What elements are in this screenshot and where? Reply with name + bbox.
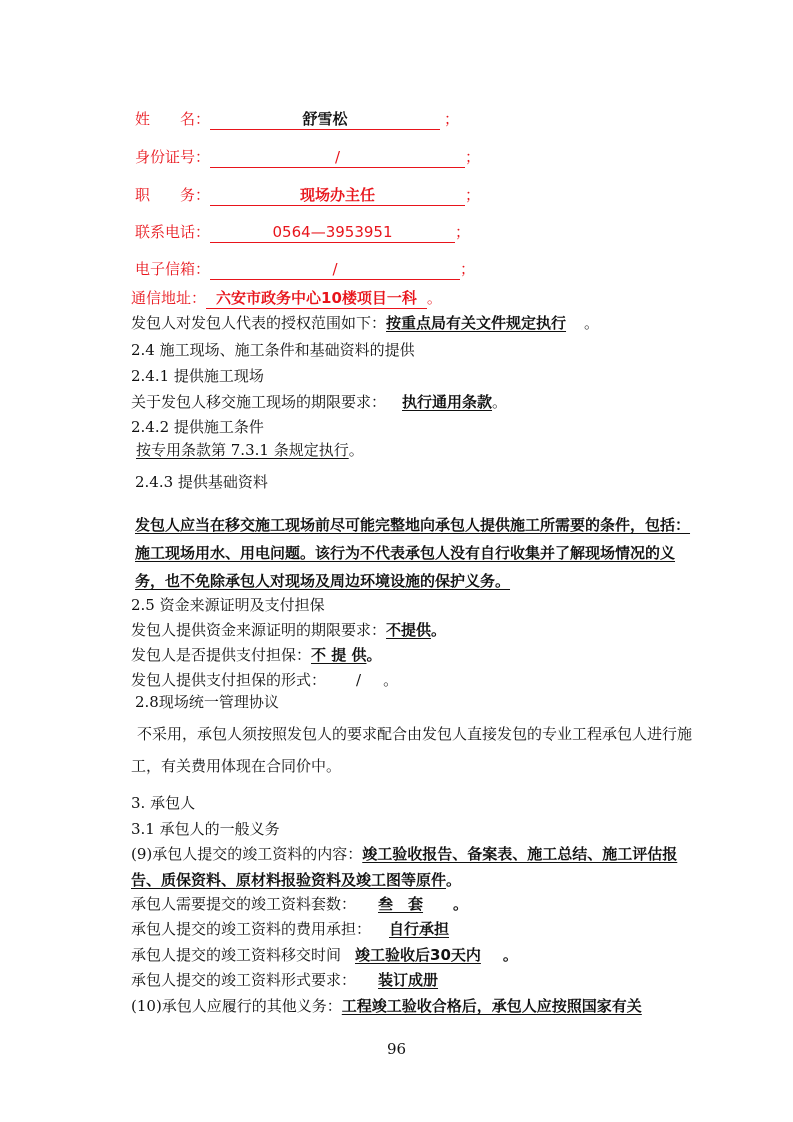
doc-form-label: 承包人提交的竣工资料形式要求： (131, 971, 357, 989)
contact-name-value: 舒雪松 (210, 109, 440, 130)
authority-line (131, 313, 599, 333)
contact-position-semicolon: ； (465, 186, 481, 204)
section-3-1-heading: 3.1 承包人的一般义务 (131, 820, 280, 838)
item-9-label: (9)承包人提交的竣工资料的内容： (131, 845, 363, 863)
site-deadline-end: 。 (492, 393, 508, 411)
contact-id-value: / (210, 147, 465, 168)
item-10-label: (10)承包人应履行的其他义务： (131, 997, 342, 1015)
section-2-5-heading: 2.5 资金来源证明及支付担保 (131, 596, 325, 614)
guarantee-form-value: / (356, 671, 362, 689)
fund-proof-value: 不提供 (386, 621, 432, 639)
contact-email-semicolon: ； (460, 260, 476, 278)
guarantee-form-label: 发包人提供支付担保的形式： (131, 671, 327, 689)
contact-name-semicolon: ； (444, 110, 460, 128)
guarantee-value: 不 提 供 (311, 646, 367, 664)
conditions-end: 。 (348, 441, 364, 459)
contact-address-value: 六安市政务中心10楼项目一科 (206, 288, 427, 309)
basic-data-paragraph: 发包人应当在移交施工现场前尽可能完整地向承包人提供施工所需要的条件，包括：施工现场用水、用电问题。该行为不代表承包人没有自行收集并了解现场情况的义务，也不免除承包人对现场及周边环境设施的保护义务。 (135, 516, 691, 590)
authority-value: 按重点局有关文件规定执行 (386, 314, 567, 332)
authority-label: 发包人对发包人代表的授权范围如下： (131, 314, 387, 332)
contact-email-value: / (210, 259, 460, 280)
site-deadline-line (131, 392, 507, 412)
contact-address-label: 通信地址： (131, 289, 207, 307)
sets-end: 。 (453, 895, 469, 913)
doc-form-line (131, 970, 460, 990)
contact-email-line (135, 259, 475, 280)
section-2-4-heading: 2.4 施工现场、施工条件和基础资料的提供 (131, 341, 415, 359)
contact-id-line (135, 147, 480, 168)
guarantee-end: 。 (366, 646, 382, 664)
contact-name-line (135, 109, 459, 130)
contact-phone-line (135, 222, 470, 243)
site-deadline-value: 执行通用条款 (402, 393, 493, 411)
handover-time-line (131, 945, 518, 965)
section-3-heading: 3. 承包人 (131, 794, 196, 812)
section-2-8-heading: 2.8现场统一管理协议 (135, 693, 279, 711)
cost-label: 承包人提交的竣工资料的费用承担： (131, 920, 372, 938)
section-2-4-3-heading: 2.4.3 提供基础资料 (135, 473, 268, 491)
item-9-paragraph (131, 841, 695, 893)
cost-line (131, 919, 449, 939)
sets-line (131, 894, 468, 914)
guarantee-form-end: 。 (383, 671, 399, 689)
contact-position-value: 现场办主任 (210, 185, 465, 206)
contact-phone-label: 联系电话： (135, 223, 211, 241)
contact-address-period: 。 (426, 289, 442, 307)
fund-proof-end: 。 (431, 621, 447, 639)
fund-proof-line (131, 620, 446, 640)
contact-id-label: 身份证号： (135, 148, 211, 166)
sets-value: 叁 套 (378, 895, 424, 913)
guarantee-form-line (131, 670, 398, 690)
section-2-4-2-heading: 2.4.2 提供施工条件 (131, 418, 264, 436)
page-number: 96 (386, 1040, 407, 1058)
fund-proof-label: 发包人提供资金来源证明的期限要求： (131, 621, 387, 639)
doc-form-value: 装订成册 (378, 971, 439, 989)
item-9-end: 。 (446, 871, 462, 889)
handover-time-label: 承包人提交的竣工资料移交时间 (131, 946, 342, 964)
contact-position-label: 职 务： (135, 186, 211, 204)
handover-time-end: 。 (502, 946, 518, 964)
contact-phone-value: 0564—3953951 (210, 222, 455, 243)
cost-value: 自行承担 (389, 920, 450, 938)
site-deadline-label: 关于发包人移交施工现场的期限要求： (131, 393, 387, 411)
item-10-line (131, 996, 642, 1016)
item-10-value: 工程竣工验收合格后，承包人应按照国家有关 (341, 997, 642, 1015)
contact-email-label: 电子信箱： (135, 260, 211, 278)
conditions-line (136, 440, 364, 460)
contact-name-label: 姓 名： (135, 110, 211, 128)
contact-position-line (135, 185, 480, 206)
contact-address-line (131, 288, 442, 309)
section-2-8-paragraph: 不采用，承包人须按照发包人的要求配合由发包人直接发包的专业工程承包人进行施工，有关费用体现在合同价中。 (131, 725, 693, 775)
section-2-4-1-heading: 2.4.1 提供施工现场 (131, 367, 264, 385)
handover-time-value: 竣工验收后30天内 (355, 946, 481, 964)
contact-id-semicolon: ； (465, 148, 481, 166)
guarantee-label: 发包人是否提供支付担保： (131, 646, 312, 664)
guarantee-line (131, 645, 381, 665)
sets-label: 承包人需要提交的竣工资料套数： (131, 895, 357, 913)
conditions-text: 按专用条款第 7.3.1 条规定执行 (136, 441, 349, 459)
item-9-value: 竣工验收报告、备案表、施工总结、施工评估报告、质保资料、原材料报验资料及竣工图等原件 (131, 845, 678, 889)
contact-phone-semicolon: ； (455, 223, 471, 241)
authority-end: 。 (584, 314, 600, 332)
